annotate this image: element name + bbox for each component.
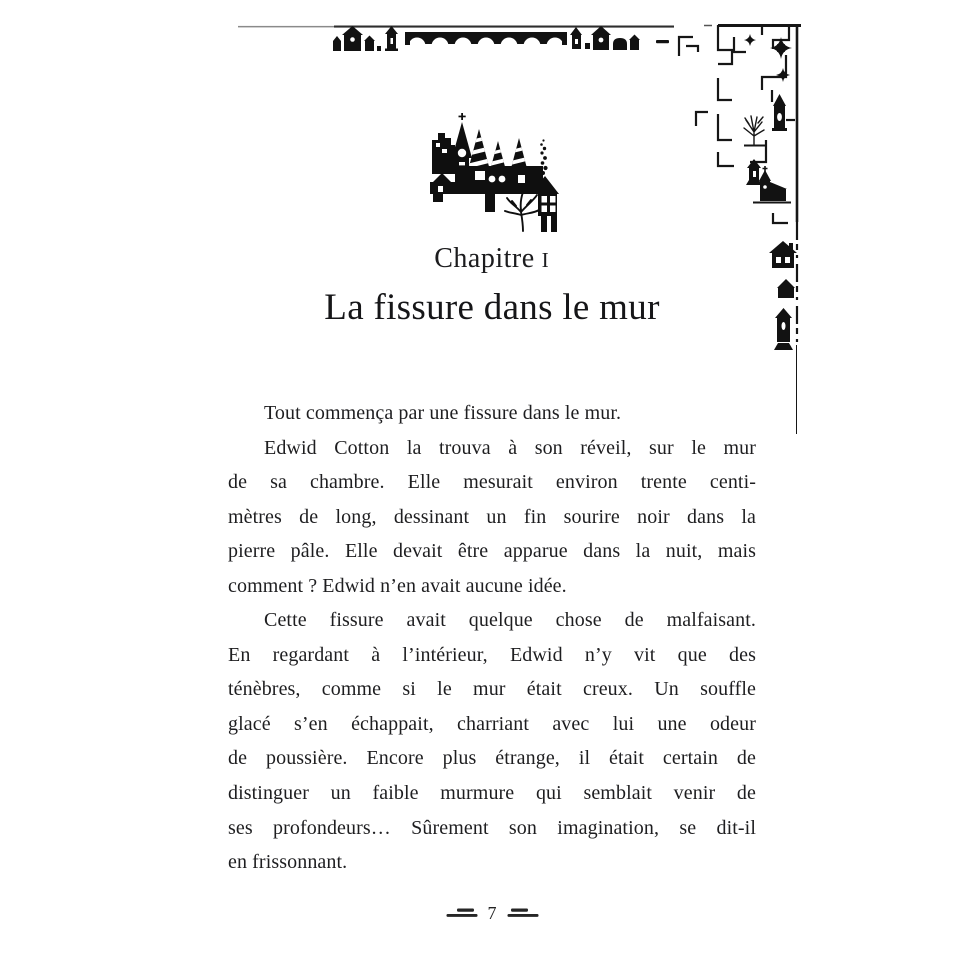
text-line: distinguer un faible murmure qui semblait venir de — [228, 782, 756, 805]
footer-ornament-left-icon — [446, 908, 479, 919]
house-cluster-icon — [333, 26, 381, 51]
text-line: comment ? Edwid n’en avait aucune idée. — [228, 574, 567, 597]
rule-line — [238, 26, 348, 28]
rule-line — [334, 26, 674, 28]
chapter-numeral: I — [541, 248, 550, 272]
text-line: ténèbres, comme si le mur était creux. Un souffle — [228, 678, 756, 701]
bracket-ornament — [686, 46, 698, 52]
bridge-icon — [405, 32, 567, 55]
star-icon — [776, 68, 790, 82]
page-footer — [228, 902, 756, 924]
text-line: de sa chambre. Elle mesurait environ trente centi- — [228, 471, 756, 494]
chapter-label: Chapitre — [434, 243, 535, 274]
dash-ornament — [656, 40, 669, 43]
text-line: glacé s’en échappait, charriant avec lui une odeur — [228, 712, 756, 735]
page-number: 7 — [487, 903, 497, 923]
house-icon — [431, 173, 453, 194]
corner-maze-border-art — [674, 22, 809, 447]
chapter-heading — [228, 243, 756, 275]
text-line: En regardant à l’intérieur, Edwid n’y vit que des — [228, 643, 756, 666]
star-icon — [744, 34, 756, 46]
paragraph — [228, 396, 756, 431]
castle-village-illustration — [426, 112, 562, 236]
text-line: de poussière. Encore plus étrange, il était certain de — [228, 747, 756, 770]
chapter-title: La fissure dans le mur — [324, 287, 660, 328]
house-icon — [769, 241, 797, 268]
text-line: Edwid Cotton la trouva à son réveil, sur le mur — [264, 436, 756, 459]
tower-icon — [385, 26, 398, 51]
text-line: Cette fissure avait quelque chose de malfaisant. — [264, 609, 756, 632]
tower-icon — [772, 94, 787, 131]
body-text — [228, 396, 756, 880]
village-skyline-art — [238, 23, 674, 63]
paragraph — [228, 603, 756, 879]
footer-ornament-right-icon — [506, 908, 539, 919]
text-line: Tout commença par une fissure dans le mur. — [264, 402, 622, 424]
bare-tree-icon — [505, 192, 539, 231]
text-line: pierre pâle. Elle devait être apparue dans la nuit, mais — [228, 540, 756, 563]
text-line: mètres de long, dessinant un fin sourire noir dans la — [228, 505, 756, 528]
paragraph — [228, 431, 756, 604]
stepped-building-icon — [432, 133, 455, 174]
house-cluster-icon — [570, 26, 640, 50]
text-line: en frissonnant. — [228, 851, 348, 874]
text-line: ses profondeurs… Sûrement son imagination, se dit-il — [228, 816, 756, 839]
bare-tree-icon — [744, 116, 766, 146]
